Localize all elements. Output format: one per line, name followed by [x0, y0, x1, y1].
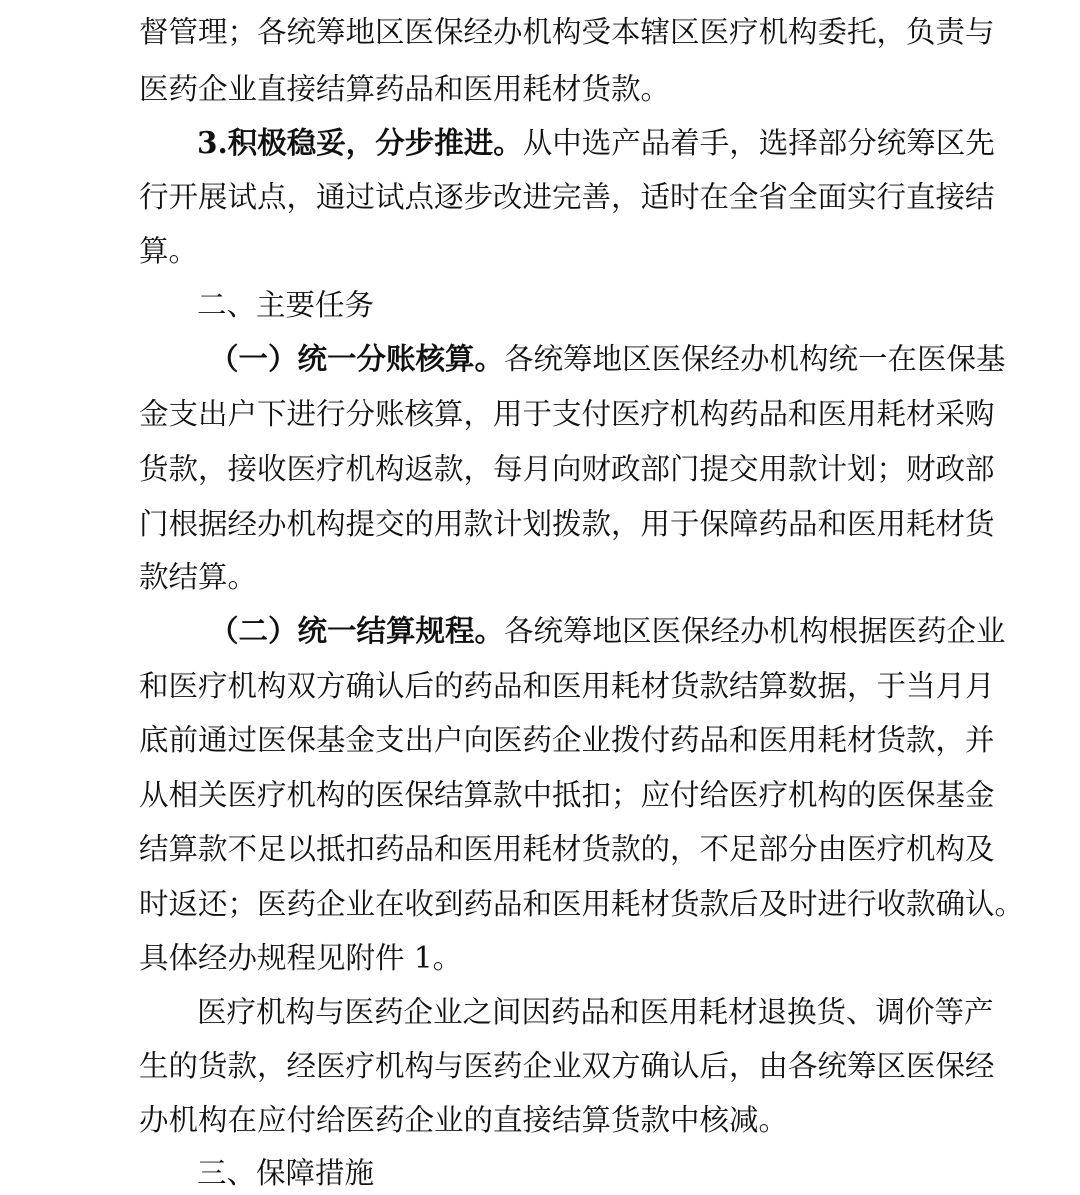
section-heading: 三、保障措施 [197, 1156, 375, 1190]
paragraph-text: 各统筹地区医保经办机构根据医药企业 [504, 614, 1006, 648]
paragraph-line: 时返还；医药企业在收到药品和医用耗材货款后及时进行收款确认。 [139, 887, 1025, 921]
paragraph-line [209, 339, 1006, 379]
paragraph-line [209, 611, 1006, 651]
paragraph-line: 金支出户下进行分账核算，用于支付医疗机构药品和医用耗材采购 [139, 397, 995, 431]
paragraph-line: 医疗机构与医药企业之间因药品和医用耗材退换货、调价等产 [197, 995, 994, 1029]
paragraph-line: 门根据经办机构提交的用款计划拨款，用于保障药品和医用耗材货 [139, 507, 995, 541]
paragraph-line: 生的货款，经医疗机构与医药企业双方确认后，由各统筹区医保经 [139, 1049, 995, 1083]
paragraph-line: 具体经办规程见附件 1。 [139, 941, 463, 975]
paragraph-line: 和医疗机构双方确认后的药品和医用耗材货款结算数据，于当月月 [139, 669, 995, 703]
paragraph-line: 结算款不足以抵扣药品和医用耗材货款的，不足部分由医疗机构及 [139, 832, 995, 866]
paragraph-line: 从相关医疗机构的医保结算款中抵扣；应付给医疗机构的医保基金 [139, 778, 995, 812]
paragraph-line: 办机构在应付给医药企业的直接结算货款中核减。 [139, 1103, 789, 1137]
paragraph-text: 从中选产品着手，选择部分统筹区先 [522, 126, 995, 160]
item-heading: （二）统一结算规程。 [209, 613, 505, 648]
paragraph-line: 督管理；各统筹地区医保经办机构受本辖区医疗机构委托，负责与 [139, 15, 995, 49]
paragraph-line [197, 123, 995, 163]
paragraph-line: 行开展试点，通过试点逐步改进完善，适时在全省全面实行直接结 [139, 180, 995, 214]
item-heading: （一）统一分账核算。 [209, 341, 505, 376]
paragraph-line: 款结算。 [139, 560, 258, 594]
section-heading: 二、主要任务 [197, 288, 375, 322]
paragraph-text: 各统筹地区医保经办机构统一在医保基 [504, 342, 1006, 376]
paragraph-line: 医药企业直接结算药品和医用耗材货款。 [139, 72, 671, 106]
subsection-heading: 3.积极稳妥，分步推进。 [197, 125, 523, 160]
paragraph-line: 货款，接收医疗机构返款，每月向财政部门提交用款计划；财政部 [139, 452, 995, 486]
paragraph-line: 底前通过医保基金支出户向医药企业拨付药品和医用耗材货款，并 [139, 723, 995, 757]
paragraph-line: 算。 [139, 234, 199, 268]
